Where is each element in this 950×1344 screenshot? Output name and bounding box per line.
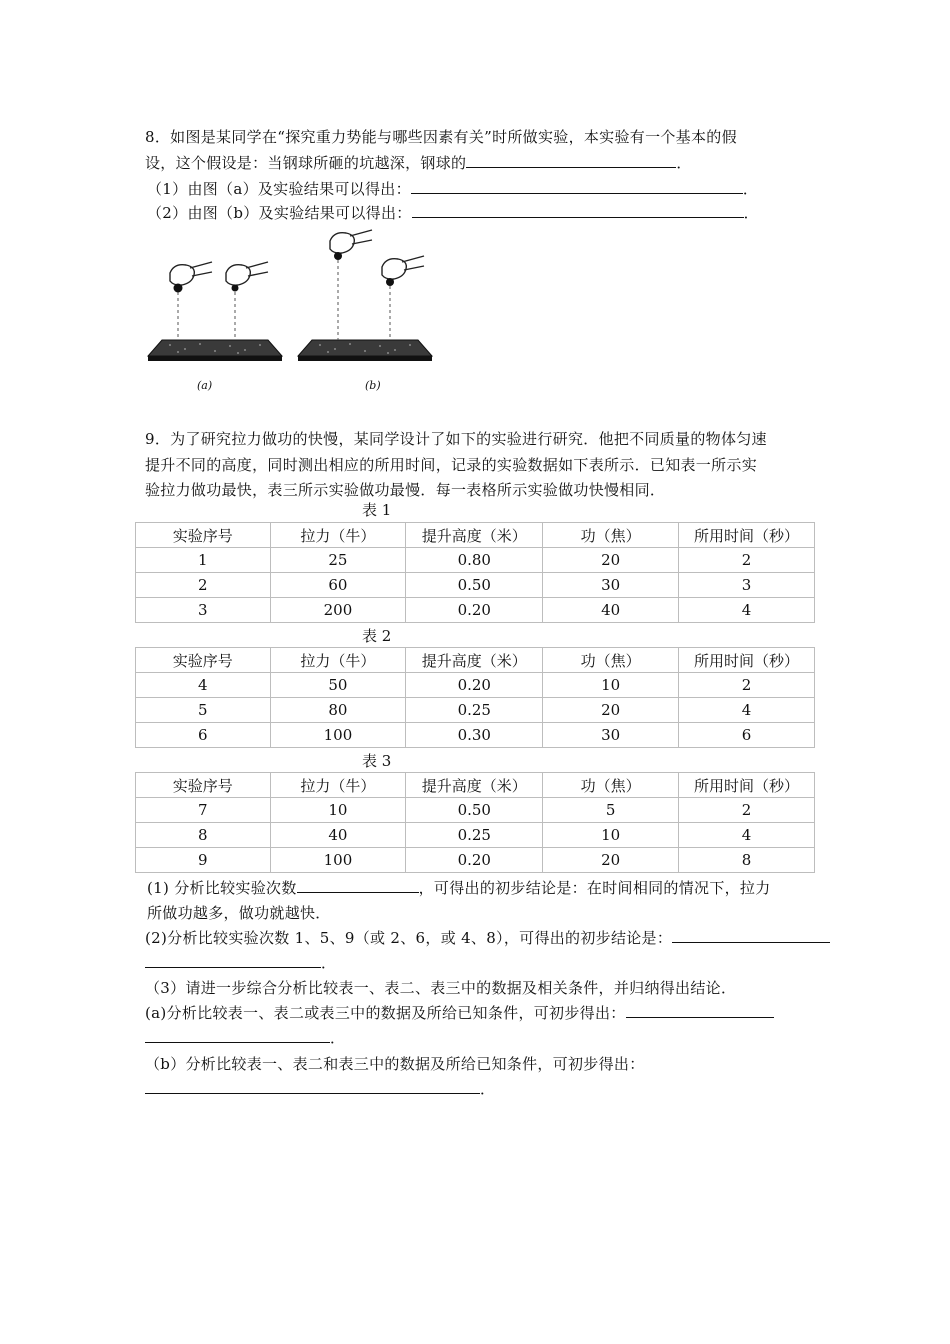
header-force: 拉力（牛） xyxy=(270,648,406,673)
q9-blank-part2-a[interactable] xyxy=(672,928,830,943)
header-trial: 实验序号 xyxy=(136,773,271,798)
q8-sub1-end: ． xyxy=(742,180,759,198)
header-height: 提升高度（米） xyxy=(406,773,543,798)
q9-line1: 9．为了研究拉力做功的快慢，某同学设计了如下的实验进行研究．他把不同质量的物体匀速 xyxy=(145,430,767,448)
table-header-row xyxy=(136,523,815,548)
table-cell: 80 xyxy=(270,698,406,723)
table-cell: 8 xyxy=(136,823,271,848)
table-row xyxy=(136,798,815,823)
table-cell: 100 xyxy=(270,848,406,873)
table-header-row xyxy=(136,773,815,798)
table-cell: 2 xyxy=(136,573,271,598)
table-cell: 4 xyxy=(679,698,815,723)
table-cell: 0.50 xyxy=(406,798,543,823)
q9-part1-line2: 所做功越多，做功就越快． xyxy=(147,904,331,922)
table-cell: 10 xyxy=(543,823,679,848)
q8-sub1-text: （1）由图（a）及实验结果可以得出： xyxy=(147,180,411,198)
table-cell: 40 xyxy=(270,823,406,848)
table-cell: 20 xyxy=(543,548,679,573)
table-cell: 1 xyxy=(136,548,271,573)
header-force: 拉力（牛） xyxy=(270,773,406,798)
table-row xyxy=(136,598,815,623)
q9-part3a-end: ． xyxy=(330,1029,346,1047)
table-cell: 6 xyxy=(136,723,271,748)
table-cell: 40 xyxy=(543,598,679,623)
table-row xyxy=(136,573,815,598)
table-cell: 30 xyxy=(543,723,679,748)
q9-part2-line2 xyxy=(145,952,336,974)
table3-title: 表 3 xyxy=(362,752,392,770)
table-row xyxy=(136,823,815,848)
q9-blank-part2-b[interactable] xyxy=(145,953,321,968)
sand-tray-a xyxy=(148,340,282,361)
q9-blank-part3b[interactable] xyxy=(145,1079,480,1094)
table-cell: 5 xyxy=(136,698,271,723)
table-cell: 0.20 xyxy=(406,598,543,623)
q9-part2-text: (2)分析比较实验次数 1、5、9（或 2、6，或 4、8），可得出的初步结论是： xyxy=(145,929,673,947)
table-cell: 25 xyxy=(270,548,406,573)
table-cell: 200 xyxy=(270,598,406,623)
table-cell: 10 xyxy=(543,673,679,698)
figure-label-b: (b) xyxy=(365,379,381,392)
table-cell: 2 xyxy=(679,548,815,573)
q8-line2 xyxy=(145,152,692,174)
q8-sub2-end: ． xyxy=(743,204,759,222)
table-cell: 0.80 xyxy=(406,548,543,573)
table-header-row xyxy=(136,648,815,673)
data-table-1 xyxy=(135,522,815,623)
table-cell: 2 xyxy=(679,798,815,823)
table-cell: 10 xyxy=(270,798,406,823)
table-cell: 30 xyxy=(543,573,679,598)
table-cell: 4 xyxy=(679,598,815,623)
table-row xyxy=(136,698,815,723)
experiment-figure xyxy=(140,228,440,400)
table-row xyxy=(136,723,815,748)
header-time: 所用时间（秒） xyxy=(679,773,815,798)
header-work: 功（焦） xyxy=(543,773,679,798)
table-cell: 100 xyxy=(270,723,406,748)
q9-part2-end: ． xyxy=(321,954,337,972)
table-cell: 3 xyxy=(136,598,271,623)
header-force: 拉力（牛） xyxy=(270,523,406,548)
figure-label-a: (a) xyxy=(197,379,213,392)
header-trial: 实验序号 xyxy=(136,523,271,548)
q9-part1-rest: ，可得出的初步结论是：在时间相同的情况下，拉力 xyxy=(418,879,771,897)
header-height: 提升高度（米） xyxy=(406,648,543,673)
q9-part3a xyxy=(145,1002,774,1024)
table2-title: 表 2 xyxy=(362,627,392,645)
q9-line3: 验拉力做功最快，表三所示实验做功最慢．每一表格所示实验做功快慢相同． xyxy=(145,481,666,499)
q9-part3b-line2 xyxy=(145,1078,495,1100)
table-cell: 0.25 xyxy=(406,698,543,723)
header-work: 功（焦） xyxy=(543,648,679,673)
q9-part1-text: (1) 分析比较实验次数 xyxy=(147,879,297,897)
q8-sub2-text: （2）由图（b）及实验结果可以得出： xyxy=(147,204,412,222)
header-time: 所用时间（秒） xyxy=(679,523,815,548)
table-row xyxy=(136,673,815,698)
q8-blank-sub2[interactable] xyxy=(412,203,744,218)
q8-line2-end: ． xyxy=(676,154,692,172)
table-cell: 50 xyxy=(270,673,406,698)
table-cell: 3 xyxy=(679,573,815,598)
table-cell: 6 xyxy=(679,723,815,748)
hands xyxy=(170,230,424,285)
table-cell: 5 xyxy=(543,798,679,823)
q9-part3b-end: ． xyxy=(480,1080,496,1098)
table-cell: 60 xyxy=(270,573,406,598)
table-row xyxy=(136,848,815,873)
table-row xyxy=(136,548,815,573)
q8-sub1 xyxy=(147,178,758,200)
header-trial: 实验序号 xyxy=(136,648,271,673)
q8-sub2 xyxy=(147,202,759,224)
experiment-illustration xyxy=(140,228,440,400)
table-cell: 8 xyxy=(679,848,815,873)
header-height: 提升高度（米） xyxy=(406,523,543,548)
data-table-2 xyxy=(135,647,815,748)
q9-line2: 提升不同的高度，同时测出相应的所用时间，记录的实验数据如下表所示．已知表一所示实 xyxy=(145,456,758,474)
q9-blank-part3a-a[interactable] xyxy=(626,1003,774,1018)
q9-part2 xyxy=(145,927,830,949)
table-cell: 0.20 xyxy=(406,673,543,698)
q9-part3: （3）请进一步综合分析比较表一、表二、表三中的数据及相关条件，并归纳得出结论． xyxy=(145,979,737,997)
q8-blank-hypothesis[interactable] xyxy=(466,153,676,168)
table-cell: 2 xyxy=(679,673,815,698)
sand-tray-b xyxy=(298,340,432,361)
table-cell: 9 xyxy=(136,848,271,873)
table-cell: 0.25 xyxy=(406,823,543,848)
q9-part3b: （b）分析比较表一、表二和表三中的数据及所给已知条件，可初步得出： xyxy=(145,1055,645,1073)
q8-blank-sub1[interactable] xyxy=(411,179,743,194)
header-time: 所用时间（秒） xyxy=(679,648,815,673)
table-cell: 7 xyxy=(136,798,271,823)
table-cell: 0.50 xyxy=(406,573,543,598)
q9-blank-part3a-b[interactable] xyxy=(145,1028,330,1043)
q9-blank-part1[interactable] xyxy=(297,878,419,893)
q8-line1: 8．如图是某同学在“探究重力势能与哪些因素有关”时所做实验，本实验有一个基本的假 xyxy=(145,128,737,146)
q8-line2-text: 设，这个假设是：当钢球所砸的坑越深，钢球的 xyxy=(145,154,467,172)
q9-part1 xyxy=(147,877,771,899)
table-cell: 4 xyxy=(136,673,271,698)
table-cell: 0.30 xyxy=(406,723,543,748)
table-cell: 4 xyxy=(679,823,815,848)
header-work: 功（焦） xyxy=(543,523,679,548)
table-cell: 20 xyxy=(543,698,679,723)
q9-part3a-text: (a)分析比较表一、表二或表三中的数据及所给已知条件，可初步得出： xyxy=(145,1004,626,1022)
table-cell: 20 xyxy=(543,848,679,873)
table-cell: 0.20 xyxy=(406,848,543,873)
table1-title: 表 1 xyxy=(362,501,392,519)
q9-part3a-line2 xyxy=(145,1027,345,1049)
data-table-3 xyxy=(135,772,815,873)
